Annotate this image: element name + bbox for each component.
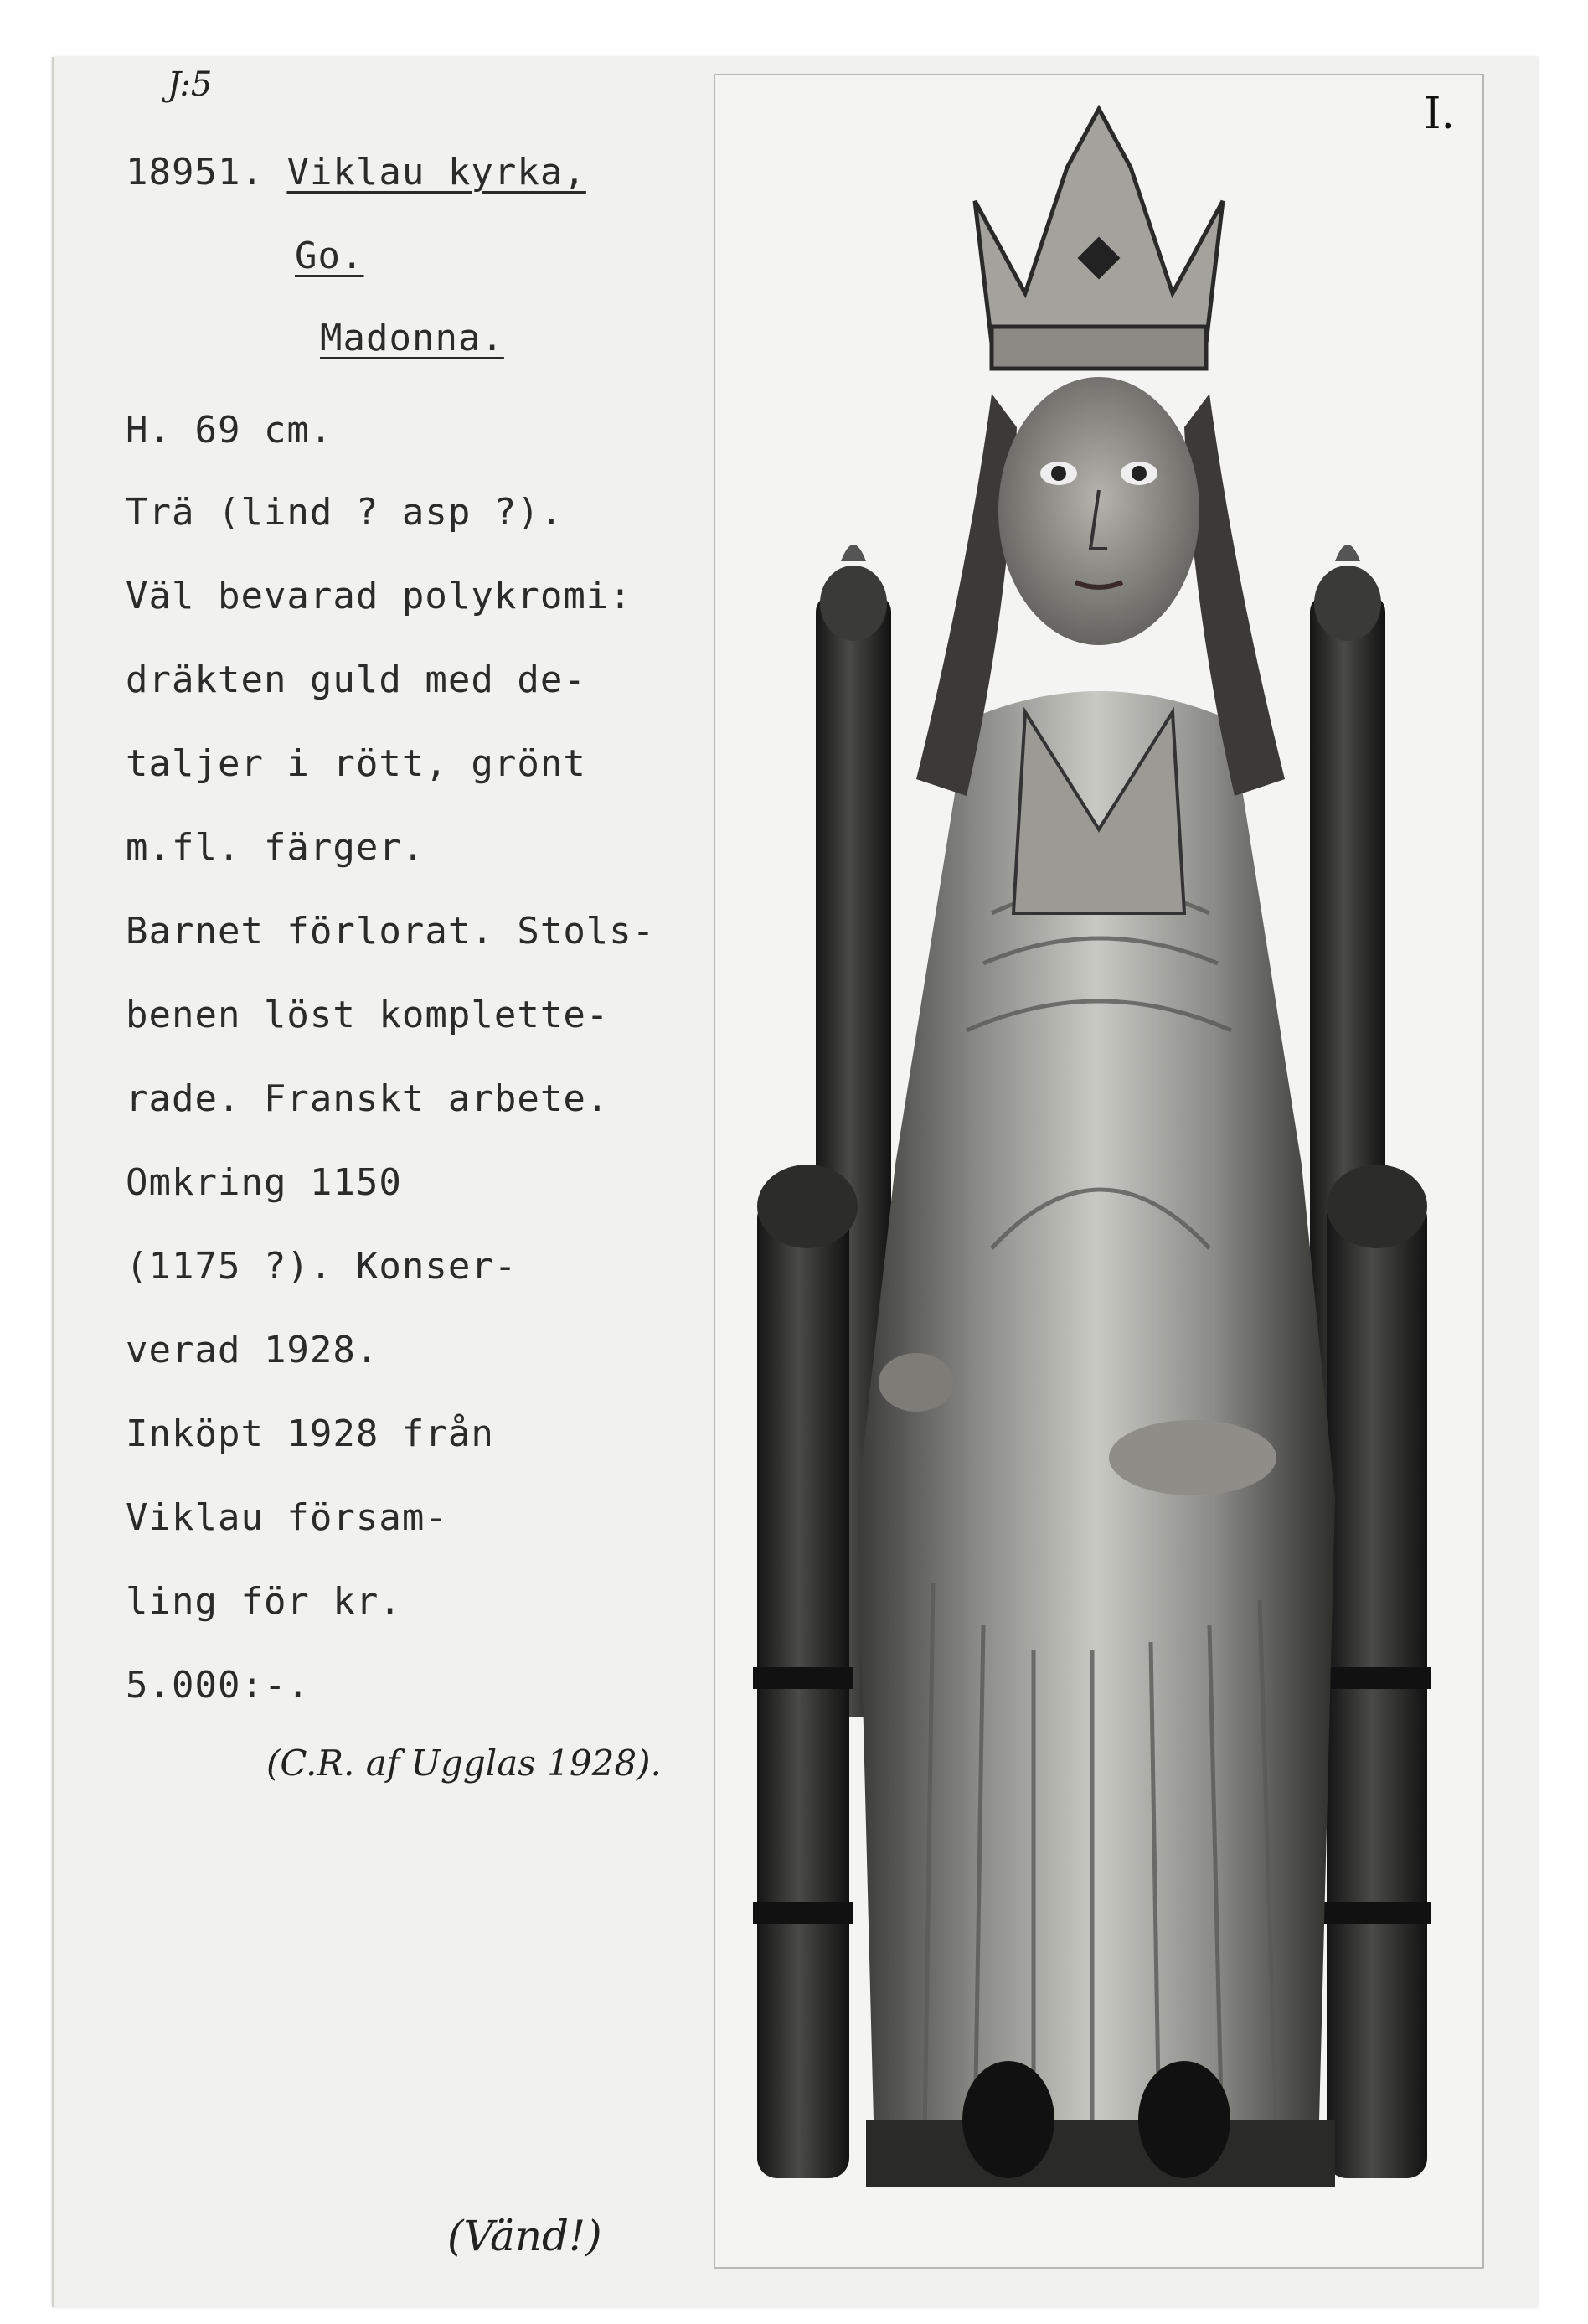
catalog-number: 18951. bbox=[126, 151, 264, 194]
desc-line: benen löst komplette- bbox=[126, 994, 610, 1036]
desc-line: taljer i rött, grönt bbox=[126, 742, 586, 785]
desc-line: verad 1928. bbox=[126, 1329, 379, 1371]
desc-line: m.fl. färger. bbox=[126, 826, 425, 869]
corner-mark: J:5 bbox=[168, 65, 213, 104]
madonna-statue-photo bbox=[715, 75, 1482, 2267]
turn-over-note: (Vänd!) bbox=[447, 2212, 602, 2260]
handwritten-attribution: (C.R. af Ugglas 1928). bbox=[266, 1743, 662, 1784]
desc-line: ling för kr. bbox=[126, 1580, 402, 1623]
subject-title: Madonna. bbox=[320, 317, 504, 359]
statue-base bbox=[866, 2120, 1335, 2187]
region: Go. bbox=[295, 235, 364, 277]
desc-line: Omkring 1150 bbox=[126, 1161, 402, 1204]
desc-line: Barnet förlorat. Stols- bbox=[126, 910, 656, 953]
desc-line: 5.000:-. bbox=[126, 1664, 310, 1707]
left-hand bbox=[879, 1353, 954, 1412]
plate-label: I. bbox=[1424, 89, 1456, 139]
desc-line: Inköpt 1928 från bbox=[126, 1412, 494, 1455]
place-name: Viklau kyrka, bbox=[286, 151, 586, 194]
photo-frame bbox=[714, 74, 1484, 2269]
catalog-number-line bbox=[126, 151, 586, 194]
subject-line bbox=[320, 317, 504, 359]
desc-line: H. 69 cm. bbox=[126, 409, 333, 452]
desc-line: Väl bevarad polykromi: bbox=[126, 575, 632, 617]
desc-line: dräkten guld med de- bbox=[126, 658, 586, 701]
desc-line: Trä (lind ? asp ?). bbox=[126, 491, 564, 534]
region-line bbox=[295, 235, 363, 277]
desc-line: rade. Franskt arbete. bbox=[126, 1077, 610, 1120]
face bbox=[998, 377, 1199, 645]
right-hand bbox=[1109, 1420, 1276, 1495]
desc-line: Viklau försam- bbox=[126, 1496, 448, 1539]
desc-line: (1175 ?). Konser- bbox=[126, 1245, 518, 1288]
